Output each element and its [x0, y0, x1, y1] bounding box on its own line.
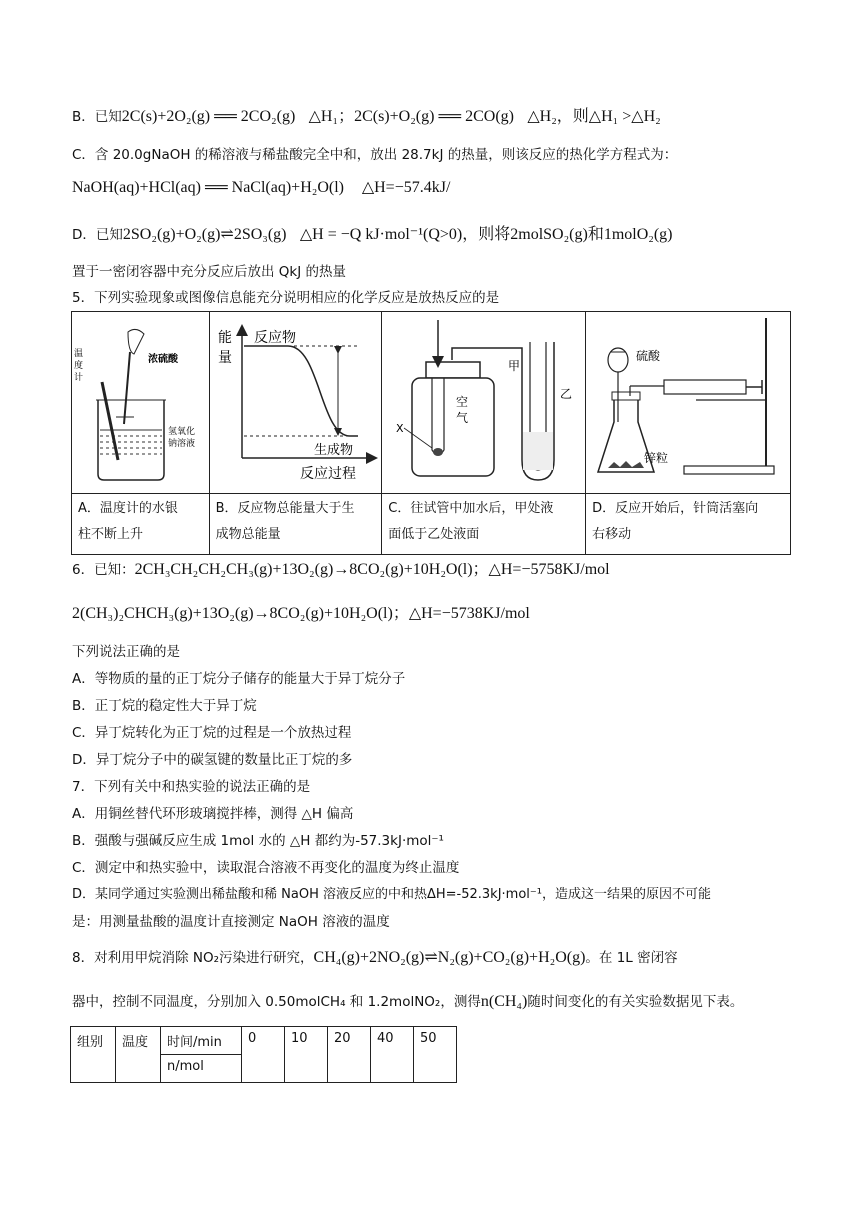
reactant-label: 反应物 [253, 330, 296, 346]
table-header: 0 [242, 1027, 285, 1083]
figure-d [586, 312, 791, 494]
figure-label: 锌粒 [644, 451, 669, 465]
q5-figure-table [71, 311, 791, 555]
q7-option-b: B．强酸与强碱反应生成 1mol 水的 △H 都约为-57.3kJ·mol⁻¹ [72, 833, 444, 849]
q5-stem: 5．下列实验现象或图像信息能充分说明相应的化学反应是放热反应的是 [72, 290, 500, 306]
q8-data-table [70, 1026, 457, 1083]
q6-option-d: D．异丁烷分子中的碳氢键的数量比正丁烷的多 [72, 752, 353, 768]
figure-label: 硫酸 [636, 349, 661, 363]
table-header: 10 [285, 1027, 328, 1083]
figure-b [209, 312, 382, 494]
q6-option-c: C．异丁烷转化为正丁烷的过程是一个放热过程 [72, 725, 352, 741]
table-header: 组别 [71, 1027, 116, 1083]
figure-label: 气 [456, 411, 469, 425]
axis-label: 能 [217, 330, 232, 346]
q7-stem: 7．下列有关中和热实验的说法正确的是 [72, 779, 311, 795]
q6-option-b: B．正丁烷的稳定性大于异丁烷 [72, 698, 257, 714]
option-c-text: C．含 20.0gNaOH 的稀溶液与稀盐酸完全中和，放出 28.7kJ 的热量，则该反应的热化学方程式为： [72, 147, 678, 163]
caption-a: A．温度计的水银 柱不断上升 [72, 494, 210, 555]
option-d: D．已知2SO₂(g)+O₂(g)⇌2SO₃(g) △H = −Q kJ·mol⁻¹(Q>0)，则将2molSO₂(g)和1molO₂(g) [72, 226, 673, 243]
delta-h: △H₁； [308, 108, 355, 125]
option-b: B．已知2C(s)+2O₂(g) ══ 2CO₂(g) △H₁；2C(s)+O₂(g) ══ 2CO(g) △H₂，则△H₁ >△H₂ [72, 108, 661, 125]
figure-label: X [396, 422, 404, 435]
figure-label: 乙 [560, 387, 573, 401]
q6-ask: 下列说法正确的是 [72, 644, 180, 660]
figure-label: 空 [456, 395, 469, 409]
q7-option-d: D．某同学通过实验测出稀盐酸和稀 NaOH 溶液反应的中和热ΔH=-52.3kJ·mol⁻¹，造成这一结果的原因不可能 [72, 887, 711, 902]
option-c-equation: NaOH(aq)+HCl(aq) ══ NaCl(aq)+H₂O(l) △H=−57.4kJ/ [72, 179, 451, 196]
figure-c [382, 312, 586, 494]
table-header: n/mol [161, 1055, 242, 1083]
q8-line1: 8．对利用甲烷消除 NO₂污染进行研究，CH₄(g)+2NO₂(g)⇌N₂(g)+CO₂(g)+H₂O(g)。在 1L 密闭容 [72, 949, 678, 966]
q7-option-d-cont: 是：用测量盐酸的温度计直接测定 NaOH 溶液的温度 [72, 914, 390, 930]
q6-option-a: A．等物质的量的正丁烷分子储存的能量大于异丁烷分子 [72, 671, 406, 687]
q7-option-c: C．测定中和热实验中，读取混合溶液不再变化的温度为终止温度 [72, 860, 460, 876]
caption-c: C．往试管中加水后，甲处液 面低于乙处液面 [382, 494, 586, 555]
caption-d: D．反应开始后，针筒活塞向 右移动 [586, 494, 791, 555]
axis-label: 量 [217, 350, 232, 366]
equation: 2C(s)+O₂(g) ══ 2CO(g) [354, 108, 514, 125]
product-label: 生成物 [313, 443, 353, 458]
figure-a [72, 312, 210, 494]
option-d-line2: 置于一密闭容器中充分反应后放出 QkJ 的热量 [72, 264, 347, 280]
q6-eq1: 6．已知：2CH₃CH₂CH₂CH₃(g)+13O₂(g)→8CO₂(g)+10H₂O(l)；△H=−5758KJ/mol [72, 561, 610, 578]
axis-label: 反应过程 [299, 466, 356, 482]
q6-eq2: 2(CH₃)₂CHCH₃(g)+13O₂(g)→8CO₂(g)+10H₂O(l)；△H=−5738KJ/mol [72, 605, 530, 622]
delta-h: △H₂，则△H₁ >△H₂ [527, 108, 661, 125]
table-header: 50 [414, 1027, 457, 1083]
figure-label: 度 [74, 361, 84, 371]
figure-label: 温 [74, 349, 84, 359]
table-header: 20 [328, 1027, 371, 1083]
table-header: 温度 [116, 1027, 161, 1083]
q8-line2: 器中，控制不同温度，分别加入 0.50molCH₄ 和 1.2molNO₂，测得n(CH₄)随时间变化的有关实验数据见下表。 [72, 993, 744, 1010]
figure-label: 计 [74, 373, 84, 383]
figure-label: 甲 [508, 359, 521, 373]
equation: 2C(s)+2O₂(g) ══ 2CO₂(g) [121, 108, 296, 125]
table-header: 时间/min [161, 1027, 242, 1055]
q7-option-a: A．用铜丝替代环形玻璃搅拌棒，测得 △H 偏高 [72, 806, 354, 822]
caption-b: B．反应物总能量大于生 成物总能量 [209, 494, 382, 555]
table-header: 40 [371, 1027, 414, 1083]
figure-label: 钠溶液 [168, 439, 196, 449]
figure-label: 浓硫酸 [148, 354, 178, 365]
figure-label: 氢氧化 [168, 427, 196, 437]
